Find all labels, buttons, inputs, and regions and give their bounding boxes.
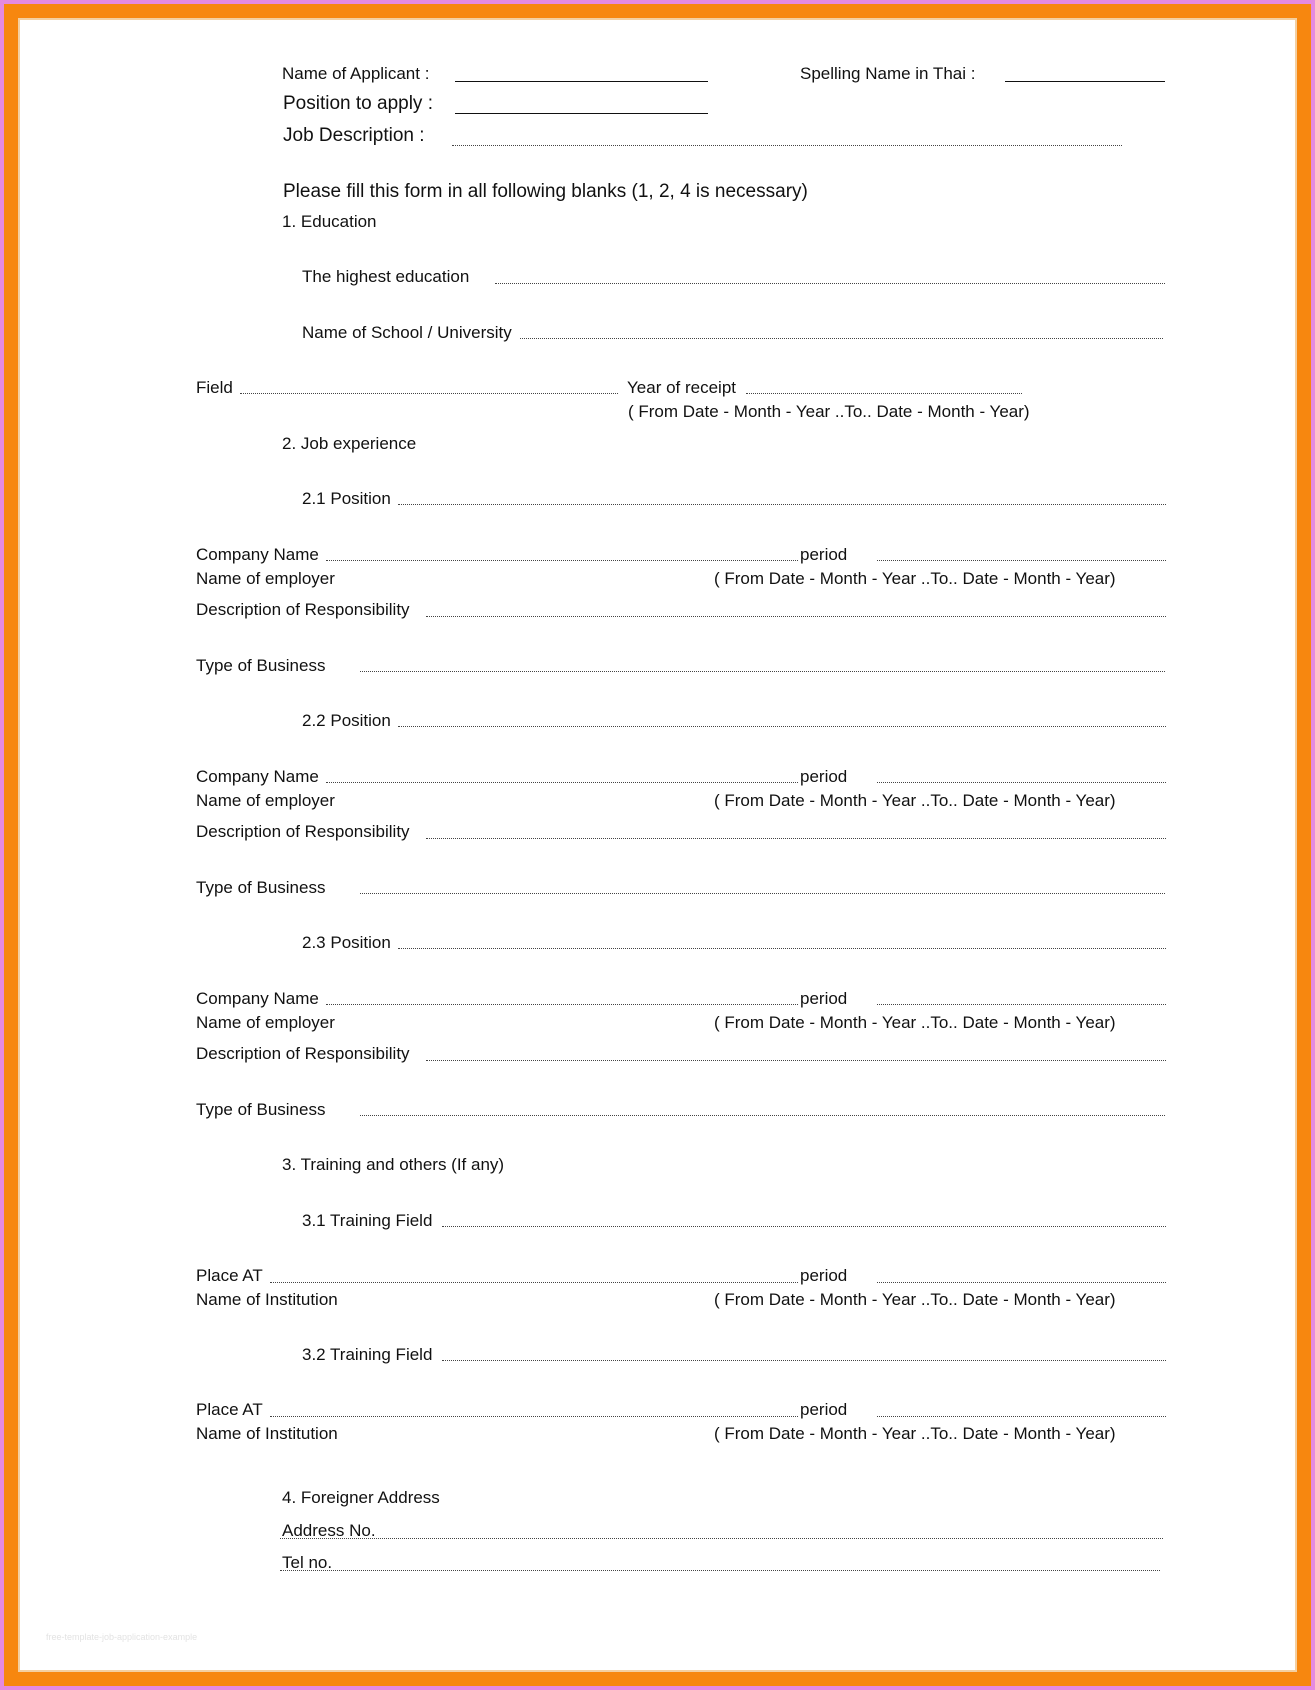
company-name-field[interactable] <box>326 560 798 561</box>
watermark: free-template-job-application-example <box>46 1632 198 1642</box>
address-no-label: Address No. <box>282 1521 376 1540</box>
instruction-note: (1, 2, 4 is necessary) <box>631 181 808 202</box>
address-no-field[interactable] <box>280 1538 1163 1539</box>
period-field[interactable] <box>877 560 1166 561</box>
year-of-receipt-label: Year of receipt <box>627 378 736 397</box>
tel-no-label: Tel no. <box>282 1553 333 1572</box>
type-of-business-label: Type of Business <box>196 878 326 897</box>
spelling-name-thai-field[interactable] <box>1005 81 1165 82</box>
period-field[interactable] <box>877 1282 1166 1283</box>
spelling-name-thai-label: Spelling Name in Thai : <box>800 64 976 83</box>
place-at-field[interactable] <box>270 1282 798 1283</box>
education-date-range: ( From Date - Month - Year ..To.. Date - Month - Year) <box>628 402 1030 421</box>
form-instruction <box>283 182 808 202</box>
tel-no-field[interactable] <box>280 1570 1160 1571</box>
company-name-label: Company Name <box>196 545 319 564</box>
training-field-3-2-input[interactable] <box>442 1360 1166 1361</box>
instruction-text: Please fill this form in all following blanks <box>283 181 627 202</box>
training-field-3-1-label: 3.1 Training Field <box>302 1211 433 1230</box>
place-at-label: Place AT <box>196 1266 263 1285</box>
type-of-business-field[interactable] <box>360 671 1165 672</box>
position-to-apply-field[interactable] <box>455 113 708 114</box>
company-name-label: Company Name <box>196 767 319 786</box>
period-label: period <box>800 1266 848 1285</box>
type-of-business-label: Type of Business <box>196 1100 326 1119</box>
position-2-1-field[interactable] <box>398 504 1166 505</box>
job-date-range: ( From Date - Month - Year ..To.. Date - Month - Year) <box>714 1013 1116 1032</box>
name-of-employer-label: Name of employer <box>196 1013 335 1032</box>
training-date-range: ( From Date - Month - Year ..To.. Date - Month - Year) <box>714 1424 1116 1443</box>
description-field[interactable] <box>426 616 1166 617</box>
company-name-field[interactable] <box>326 782 798 783</box>
institution-label: Name of Institution <box>196 1424 338 1443</box>
position-2-1-label: 2.1 Position <box>302 489 391 508</box>
school-label: Name of School / University <box>302 323 512 342</box>
job-description-label: Job Description : <box>283 125 425 146</box>
name-of-employer-label: Name of employer <box>196 569 335 588</box>
field-field[interactable] <box>240 393 618 394</box>
description-label: Description of Responsibility <box>196 822 410 841</box>
job-date-range: ( From Date - Month - Year ..To.. Date - Month - Year) <box>714 791 1116 810</box>
period-field[interactable] <box>877 1004 1166 1005</box>
name-of-employer-label: Name of employer <box>196 791 335 810</box>
position-to-apply-label: Position to apply : <box>283 93 433 114</box>
position-2-3-field[interactable] <box>398 948 1166 949</box>
position-2-3-label: 2.3 Position <box>302 933 391 952</box>
period-field[interactable] <box>877 1416 1166 1417</box>
name-of-applicant-label: Name of Applicant : <box>282 64 430 83</box>
training-heading: 3. Training and others (If any) <box>282 1155 505 1174</box>
institution-label: Name of Institution <box>196 1290 338 1309</box>
company-name-field[interactable] <box>326 1004 798 1005</box>
description-label: Description of Responsibility <box>196 1044 410 1063</box>
type-of-business-field[interactable] <box>360 893 1165 894</box>
description-label: Description of Responsibility <box>196 600 410 619</box>
period-field[interactable] <box>877 782 1166 783</box>
position-2-2-label: 2.2 Position <box>302 711 391 730</box>
period-label: period <box>800 1400 848 1419</box>
field-label: Field <box>196 378 233 397</box>
highest-education-label: The highest education <box>302 267 470 286</box>
highest-education-field[interactable] <box>495 283 1165 284</box>
period-label: period <box>800 989 848 1008</box>
job-date-range: ( From Date - Month - Year ..To.. Date - Month - Year) <box>714 569 1116 588</box>
company-name-label: Company Name <box>196 989 319 1008</box>
place-at-label: Place AT <box>196 1400 263 1419</box>
training-field-3-1-input[interactable] <box>442 1226 1166 1227</box>
job-experience-heading: 2. Job experience <box>282 434 417 453</box>
description-field[interactable] <box>426 1060 1166 1061</box>
job-description-field[interactable] <box>452 145 1122 146</box>
year-of-receipt-field[interactable] <box>746 393 1022 394</box>
period-label: period <box>800 767 848 786</box>
address-heading: 4. Foreigner Address <box>282 1488 440 1507</box>
position-2-2-field[interactable] <box>398 726 1166 727</box>
period-label: period <box>800 545 848 564</box>
education-heading: 1. Education <box>282 212 377 231</box>
name-of-applicant-field[interactable] <box>455 81 708 82</box>
place-at-field[interactable] <box>270 1416 798 1417</box>
description-field[interactable] <box>426 838 1166 839</box>
training-field-3-2-label: 3.2 Training Field <box>302 1345 433 1364</box>
training-date-range: ( From Date - Month - Year ..To.. Date - Month - Year) <box>714 1290 1116 1309</box>
type-of-business-field[interactable] <box>360 1115 1165 1116</box>
type-of-business-label: Type of Business <box>196 656 326 675</box>
school-field[interactable] <box>520 338 1163 339</box>
